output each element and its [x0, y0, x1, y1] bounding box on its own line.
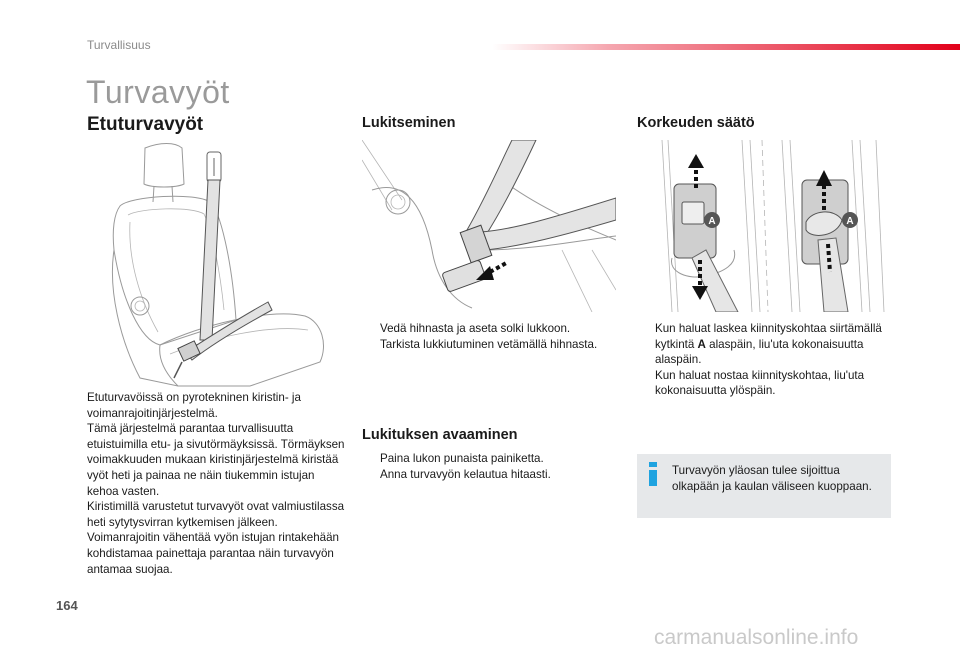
front-belts-heading: Etuturvavyöt: [87, 114, 204, 135]
height-steps: [637, 321, 891, 399]
height-raise-illustration: [778, 140, 890, 312]
info-icon: [646, 462, 660, 486]
lever-a-label: A: [708, 216, 716, 227]
front-belts-paragraph: Voimanrajoitin vähentää vyön istujan rintakehään kohdistamaa painettaja parantaa näin turvavyön antamaa suojaa.: [87, 531, 340, 576]
list-item: Tarkista lukkiutuminen vetämällä hihnasta.: [380, 337, 598, 351]
header-accent-line: [492, 44, 960, 50]
list-item: Vedä hihnasta ja aseta solki lukkoon.: [380, 322, 571, 335]
buckle-illustration: [362, 140, 616, 312]
front-belts-paragraph: Kiristimillä varustetut turvavyöt ovat valmiustilassa heti sytytysvirran kytkemisen jälkeen.: [87, 500, 345, 529]
page-title: Turvavyöt: [86, 74, 230, 110]
lever-a-label: A: [846, 216, 854, 227]
front-belts-paragraph: Etuturvavöissä on pyrotekninen kiristin- ja voimanrajoitinjärjestelmä.: [87, 391, 301, 420]
watermark: carmanualsonline.info: [654, 626, 859, 649]
locking-steps: [362, 321, 616, 352]
height-lower-illustration: [658, 140, 770, 312]
list-item: Kun haluat laskea kiinnityskohtaa siirtämällä kytkintä A alaspäin, liu'uta kokonaisuutta alaspäin.: [655, 322, 882, 367]
front-belts-paragraph: Tämä järjestelmä parantaa turvallisuutta etuistuimilla etu- ja sivutörmäyksissä. Törmäyksen voimakkuuden mukaan kiristinjärjestelmä kiristää vyöt heti ja painaa ne näin tiukemmin istujan kehoa vasten.: [87, 422, 345, 498]
section-label: Turvallisuus: [87, 38, 151, 52]
page-number: 164: [56, 598, 78, 613]
list-item: Kun haluat nostaa kiinnityskohtaa, liu'uta kokonaisuutta ylöspäin.: [655, 368, 865, 398]
locking-heading: Lukitseminen: [362, 115, 456, 131]
unlocking-heading: Lukituksen avaaminen: [362, 427, 518, 443]
unlocking-steps: [362, 451, 616, 482]
list-item: Paina lukon punaista painiketta.: [380, 452, 544, 465]
height-heading: Korkeuden säätö: [637, 115, 755, 131]
seat-illustration: [100, 140, 340, 390]
info-text: Turvavyön yläosan tulee sijoittua olkapään ja kaulan väliseen kuoppaan.: [672, 464, 872, 493]
front-belts-description: [87, 390, 349, 577]
list-item: Anna turvavyön kelautua hitaasti.: [380, 467, 551, 481]
